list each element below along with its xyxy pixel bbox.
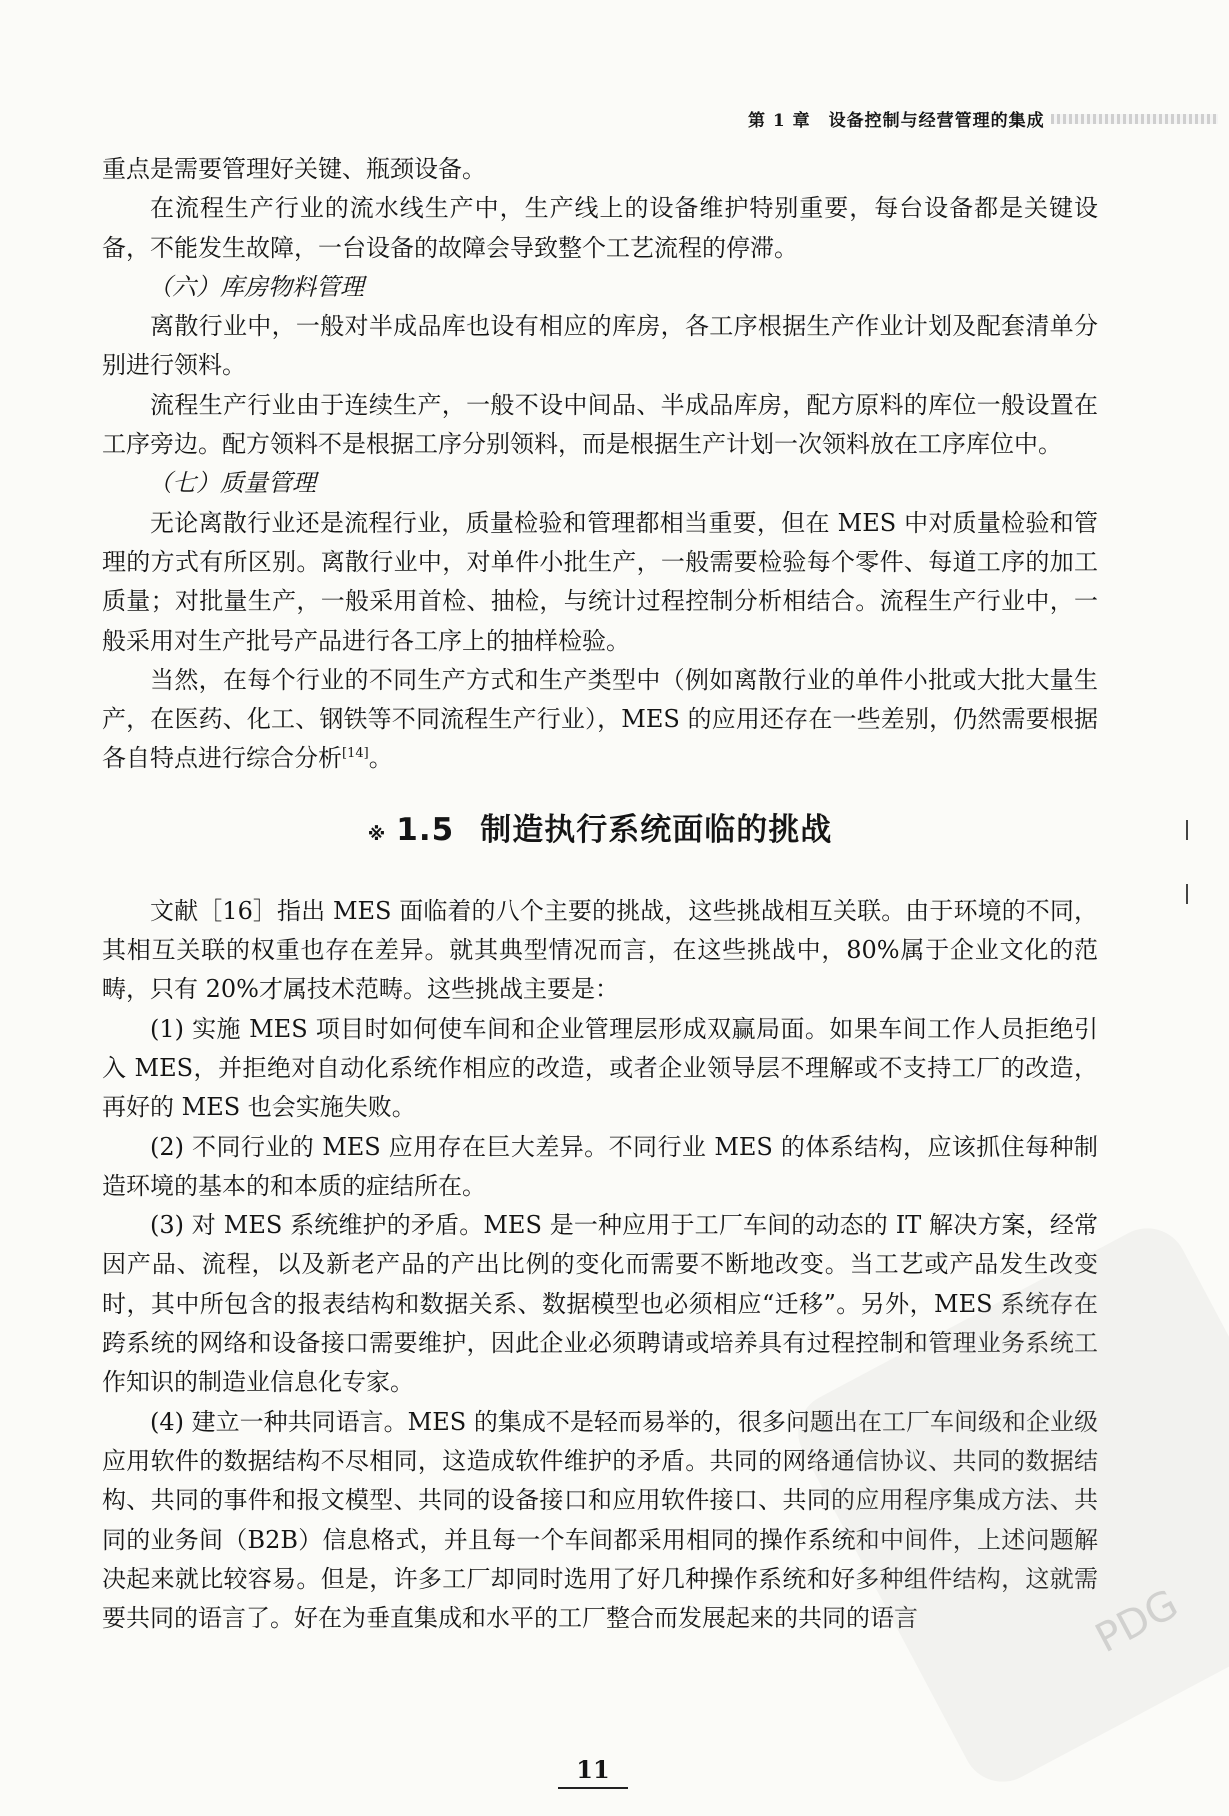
paragraph: (2) 不同行业的 MES 应用存在巨大差异。不同行业 MES 的体系结构，应该抓住每种制造环境的基本的和本质的症结所在。 [102,1132,1098,1200]
paragraph: 流程生产行业由于连续生产，一般不设中间品、半成品库房，配方原料的库位一般设置在工序旁边。配方领料不是根据工序分别领料，而是根据生产计划一次领料放在工序库位中。 [102,390,1098,459]
header-scan-noise [1051,114,1218,124]
section-title: 制造执行系统面临的挑战 [480,811,833,848]
paragraph: (3) 对 MES 系统维护的矛盾。MES 是一种应用于工厂车间的动态的 IT 解决方案，经常因产品、流程，以及新老产品的产出比例的变化而需要不断地改变。当工艺或产品发生改变时，其中所包含的报表结构和数据关系、数据模型也必须相应“迁移”。另外，MES 系统存在跨系统的网络和设备接口需要维护，因此企业必须聘请或培养具有过程控制和管理业务系统工作知识的制造业信息化专家。 [102,1211,1098,1397]
watermark-text: PDG [1088,1581,1186,1663]
paragraph: 重点是需要管理好关键、瓶颈设备。 [102,155,486,183]
paragraph: 无论离散行业还是流程行业，质量检验和管理都相当重要，但在 MES 中对质量检验和管理的方式有所区别。离散行业中，对单件小批生产，一般需要检验每个零件、每道工序的加工质量；对批量生产，一般采用首检、抽检，与统计过程控制分析相结合。流程生产行业中，一般采用对生产批号产品进行各工序上的抽样检验。 [102,508,1098,655]
citation-ref: [14] [342,746,369,762]
paragraph-text: 当然，在每个行业的不同生产方式和生产类型中（例如离散行业的单件小批或大批大量生产，在医药、化工、钢铁等不同流程生产行业），MES 的应用还存在一些差别，仍然需要根据各自特点进行综合分析 [102,665,1098,773]
paragraph: 离散行业中，一般对半成品库也设有相应的库房，各工序根据生产作业计划及配套清单分别进行领料。 [102,312,1098,380]
scan-edge-mark [1186,884,1188,904]
paragraph: (4) 建立一种共同语言。MES 的集成不是轻而易举的，很多问题出在工厂车间级和企业级应用软件的数据结构不尽相同，这造成软件维护的矛盾。共同的网络通信协议、共同的数据结构、共同的事件和报文模型、共同的设备接口和应用软件接口、共同的应用程序集成方法、共同的业务间（B2B）信息格式，并且每一个车间都采用相同的操作系统和中间件，上述问题解决起来就比较容易。但是，许多工厂却同时选用了好几种操作系统和好多种组件结构，这就需要共同的语言了。好在为垂直集成和水平的工厂整合而发展起来的共同的语言 [102,1407,1098,1633]
sub-heading: （六）库房物料管理 [148,272,364,301]
running-header [748,106,1218,131]
paragraph: 在流程生产行业的流水线生产中，生产线上的设备维护特别重要，每台设备都是关键设备，不能发生故障，一台设备的故障会导致整个工艺流程的停滞。 [102,194,1098,262]
paragraph-tail: 。 [368,744,393,773]
scan-edge-mark [1186,820,1188,840]
section-number: 1.5 [396,811,455,848]
paragraph [102,661,1098,779]
paragraph: 文献［16］指出 MES 面临着的八个主要的挑战，这些挑战相互关联。由于环境的不同，其相互关联的权重也存在差异。就其典型情况而言，在这些挑战中，80%属于企业文化的范畴，只有 20%才属技术范畴。这些挑战主要是： [102,896,1098,1004]
section-heading [102,805,1098,860]
paragraph: (1) 实施 MES 项目时如何使车间和企业管理层形成双赢局面。如果车间工作人员拒绝引入 MES，并拒绝对自动化系统作相应的改造，或者企业领导层不理解或不支持工厂的改造，再好的 MES 也会实施失败。 [102,1014,1098,1122]
section-marker-icon: ※ [367,823,387,845]
sub-heading: （七）质量管理 [148,469,316,498]
chapter-title: 设备控制与经营管理的集成 [828,111,1045,131]
page-number: 11 [558,1755,628,1789]
chapter-label: 第 1 章 [748,111,811,131]
